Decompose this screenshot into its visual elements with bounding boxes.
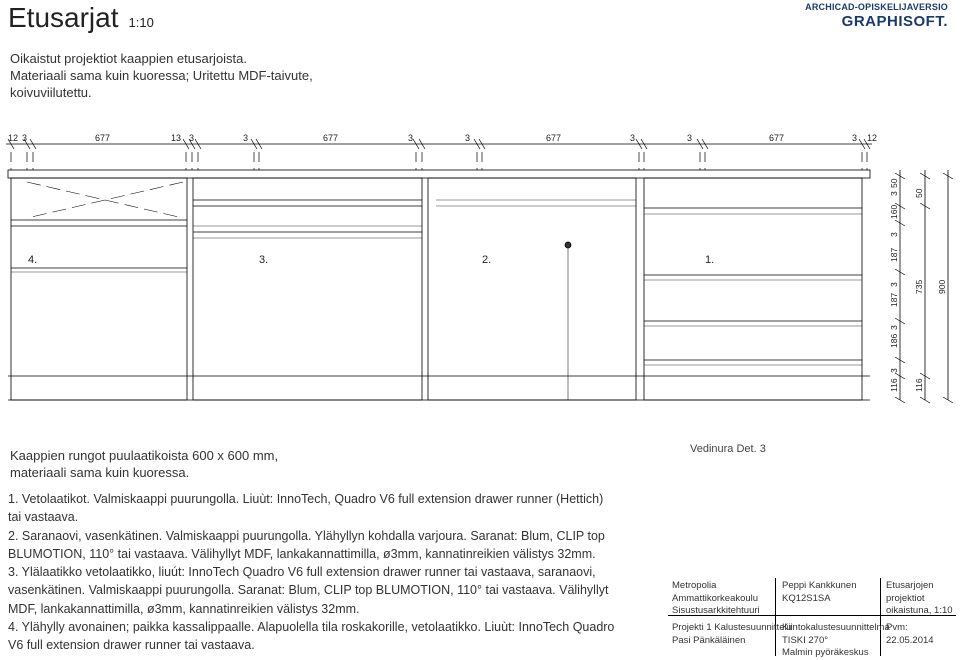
title-text: Etusarjat	[8, 2, 119, 33]
tb-text: Metropolia	[672, 580, 717, 591]
plan-info	[782, 622, 890, 660]
cabinet-4	[11, 178, 187, 400]
elevation-drawing	[0, 130, 960, 410]
carcass-line: Kaappien rungot puulaatikoista 600 x 600 mm,	[10, 448, 279, 463]
note-line: V6 full extension drawer runner tai vastaava.	[8, 638, 255, 653]
dim-label: 3	[189, 133, 195, 143]
tb-text: Sisustusarkkitehtuuri	[672, 605, 760, 616]
dim-label: 12	[8, 133, 19, 143]
tb-text: Peppi Kankkunen	[782, 580, 857, 591]
note-line: 2. Saranaovi, vasenkätinen. Valmiskaappi puurungolla. Ylähyllyn kohdalla varjoura. Saranat: Blum, CLIP top	[8, 528, 605, 543]
logo-subtitle: ARCHICAD-OPISKELIJAVERSIO	[805, 2, 948, 12]
side-dim-label: 187	[889, 247, 899, 262]
dim-label: 3	[408, 133, 414, 143]
cabinet-notes	[8, 490, 648, 655]
graphisoft-logo	[805, 2, 948, 30]
handle-groove-note: Vedinura Det. 3	[690, 443, 766, 455]
dim-label: 677	[323, 133, 339, 143]
carcass-line: materiaali sama kuin kuoressa.	[10, 465, 190, 480]
intro-line: koivuviilutettu.	[10, 85, 92, 100]
dim-label: 3	[687, 133, 693, 143]
dim-label: 677	[546, 133, 562, 143]
dim-label: 3	[465, 133, 471, 143]
note-line: BLUMOTION, 110° tai vastaava. Välihyllyt MDF, lankakannattimilla, ø3mm, kannatinreikien välistys 32mm.	[8, 546, 596, 561]
tb-text: Kiintokalustesuunnittelma	[782, 622, 890, 633]
side-dim-label: 735	[914, 279, 924, 294]
note-line: 4. Ylähylly avonainen; paikka kassalippaalle. Alapuolella tila roskakorille, vetolaatikko. Liuùt: InnoTech Quadro	[8, 620, 615, 635]
side-dim-label: 116	[889, 378, 899, 392]
side-dim-label: 3	[889, 282, 899, 287]
cabinet-3	[193, 178, 422, 400]
note-line: MDF, lankakannattimilla, ø3mm, kannatinreikien välistys 32mm.	[8, 601, 360, 616]
dim-label: 13	[171, 133, 182, 143]
side-dim-label: 3	[889, 368, 899, 373]
note-line: vasenkätinen. Valmiskaappi puurungolla. Saranat: Blum, CLIP top BLUMOTION, 110° tai vastaava. Välihyllyt	[8, 583, 609, 598]
side-dim-label: 116	[914, 378, 924, 392]
tb-text: Malmin pyöräkeskus	[782, 647, 869, 658]
tb-text: Projekti 1 Kalustesuunnittelu	[672, 622, 792, 633]
tb-text: Ammattikorkeakoulu	[672, 592, 759, 604]
carcass-note	[10, 447, 330, 481]
note-line: 1. Vetolaatikot. Valmiskaappi puurungolla. Liuùt: InnoTech, Quadro V6 full extension drawer runner (Hettich)	[8, 492, 604, 506]
dim-label: 12	[867, 133, 878, 143]
scale-label: 1:10	[128, 15, 154, 30]
cabinet-label-2: 2.	[482, 254, 492, 266]
tb-text: TISKI 270°	[782, 634, 829, 646]
side-dim-label: 3	[889, 232, 899, 237]
note-line: tai vastaava.	[8, 510, 79, 525]
project-info	[672, 622, 792, 647]
note-line: 3. Ylälaatikko vetolaatikko, liuút: InnoTech Quadro V6 full extension drawer runner tai vastaava, saranaovi,	[8, 565, 596, 580]
intro-text	[10, 50, 330, 101]
dim-label: 3	[22, 133, 28, 143]
tb-text: 22.05.2014	[886, 634, 934, 646]
dim-label: 3	[243, 133, 249, 143]
dim-label: 3	[852, 133, 858, 143]
countertop	[8, 170, 870, 178]
side-dim-label: 50	[889, 178, 899, 188]
side-dim-label: 50	[914, 188, 924, 198]
author-info	[782, 580, 856, 605]
page-title	[8, 2, 154, 34]
side-dim-label: 186	[889, 333, 899, 348]
door-knob-icon	[565, 242, 571, 248]
side-dim-label: 900	[937, 279, 947, 294]
tb-text: oikaistuna, 1:10	[886, 605, 953, 616]
title-block	[668, 578, 956, 656]
side-dim-label: 160	[889, 204, 899, 219]
tb-text: Pasi Pänkäläinen	[672, 634, 746, 646]
dim-label: 3	[630, 133, 636, 143]
tb-text: projektiot	[886, 592, 925, 604]
dim-label: 677	[95, 133, 111, 143]
school-info	[672, 580, 760, 618]
date-info	[886, 622, 934, 647]
intro-line: Materiaali sama kuin kuoressa; Uritettu MDF-taivute,	[10, 68, 313, 83]
logo-brand: GRAPHISOFT.	[841, 13, 948, 30]
side-dim-label: 3	[889, 325, 899, 330]
tb-text: KQ12S1SA	[782, 592, 831, 604]
side-dim-label: 3	[889, 191, 899, 196]
cabinet-label-1: 1.	[705, 254, 715, 266]
sheet-title	[886, 580, 953, 618]
cabinet-1	[644, 178, 862, 400]
dim-label: 677	[769, 133, 785, 143]
cabinet-label-4: 4.	[28, 254, 38, 266]
side-dim-label: 187	[889, 292, 899, 307]
cabinet-2	[428, 178, 636, 400]
cabinet-label-3: 3.	[259, 254, 269, 266]
tb-text: Pvm:	[886, 622, 908, 633]
tb-text: Etusarjojen	[886, 580, 934, 591]
intro-line: Oikaistut projektiot kaappien etusarjoista.	[10, 51, 248, 66]
